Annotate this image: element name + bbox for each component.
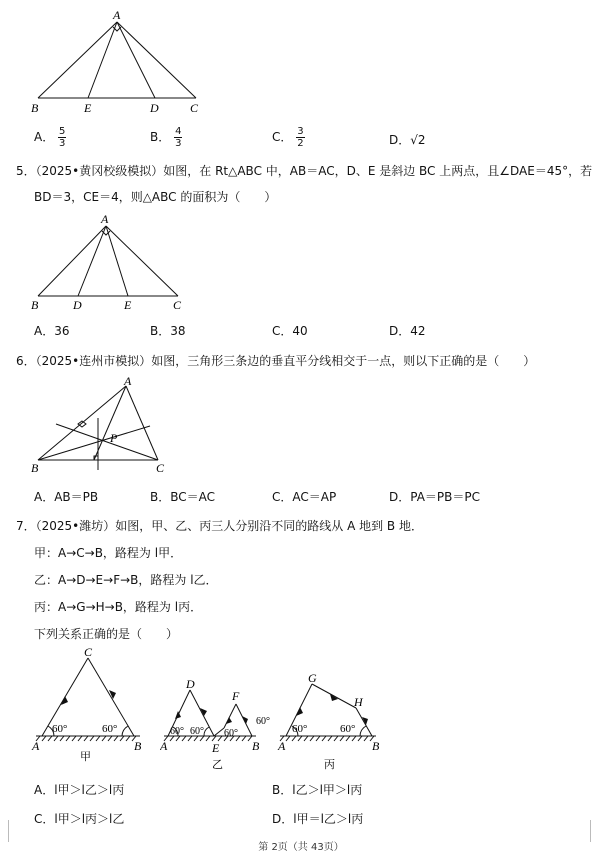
- label-C: C: [173, 298, 182, 312]
- q7-option-b: B．l乙＞l甲＞l丙: [272, 783, 363, 797]
- label-E: E: [212, 741, 220, 755]
- q7-question: 下列关系正确的是（ ）: [34, 627, 179, 641]
- q5-option-c: C．40: [272, 324, 308, 338]
- q6-option-a: A．AB＝PB: [34, 490, 99, 504]
- q7-route-bing: 丙：A→G→H→B，路程为 l丙．: [34, 600, 203, 614]
- label-A: A: [278, 739, 286, 753]
- q6-figure: [28, 372, 178, 478]
- angle-label-right: 60°: [102, 723, 118, 735]
- page-footer: 第 2页（共 43页）: [258, 842, 344, 853]
- q5-figure: [28, 212, 198, 316]
- q5-option-a: A．36: [34, 324, 70, 338]
- q6-option-d: D．PA＝PB＝PC: [389, 490, 481, 504]
- q7-stem-line1: 7．（2025•潍坊）如图，甲、乙、丙三人分别沿不同的路线从 A 地到 B 地．: [16, 519, 423, 533]
- label-C: C: [84, 645, 93, 659]
- label-B: B: [31, 101, 39, 115]
- label-B: B: [31, 461, 39, 475]
- q4-option-d: D．√2: [389, 133, 426, 147]
- q7-figure-jia: [28, 644, 148, 762]
- angle-label-left: 60°: [292, 723, 308, 735]
- angle-label-right: 60°: [340, 723, 356, 735]
- q4-option-c: C． $\frac{3}{2}$: [272, 126, 304, 149]
- label-B: B: [372, 739, 380, 753]
- caption: 甲: [80, 751, 91, 762]
- label-D: D: [150, 101, 159, 115]
- angle-label-left: 60°: [52, 723, 68, 735]
- label-D: D: [73, 298, 82, 312]
- angle-label-2: 60°: [190, 726, 204, 737]
- angle-label-4: 60°: [256, 716, 270, 727]
- label-A: A: [101, 212, 109, 226]
- q4-figure: [28, 8, 208, 120]
- caption: 丙: [324, 759, 335, 771]
- q6-stem-line1: 6．（2025•连州市模拟）如图，三角形三条边的垂直平分线相交于一点，则以下正确的是（ ）: [16, 354, 536, 368]
- label-B: B: [31, 298, 39, 312]
- label-B: B: [252, 739, 260, 753]
- q5-option-d: D．42: [389, 324, 426, 338]
- q6-option-c: C．AC＝AP: [272, 490, 337, 504]
- q7-option-a: A．l甲＞l乙＞l丙: [34, 783, 125, 797]
- label-C: C: [190, 101, 199, 115]
- q6-option-b: B．BC＝AC: [150, 490, 216, 504]
- q5-option-b: B．38: [150, 324, 186, 338]
- caption: 乙: [212, 759, 223, 770]
- label-A: A: [32, 739, 40, 753]
- angle-label-3: 60°: [224, 728, 238, 739]
- label-A: A: [160, 739, 168, 753]
- q5-stem-line1: 5．（2025•黄冈校级模拟）如图，在 Rt△ABC 中，AB＝AC，D、E 是斜边 BC 上两点，且∠DAE＝45°，若: [16, 164, 593, 178]
- label-D: D: [186, 677, 195, 691]
- label-E: E: [124, 298, 132, 312]
- angle-label-1: 60°: [170, 726, 184, 737]
- label-B: B: [134, 739, 142, 753]
- q4-option-a: A． $\frac{5}{3}$: [34, 126, 66, 149]
- label-A: A: [124, 374, 132, 388]
- label-P: P: [110, 431, 118, 445]
- q5-stem-line2: BD＝3，CE＝4，则△ABC 的面积为（ ）: [34, 190, 277, 204]
- label-A: A: [113, 8, 121, 22]
- q7-option-c: C．l甲＞l丙＞l乙: [34, 812, 125, 826]
- q4-option-b: B． $\frac{4}{3}$: [150, 126, 182, 149]
- q7-route-yi: 乙：A→D→E→F→B，路程为 l乙．: [34, 573, 218, 587]
- label-F: F: [232, 689, 240, 703]
- q7-figure-bing: [276, 668, 386, 774]
- label-C: C: [156, 461, 165, 475]
- label-G: G: [308, 671, 317, 685]
- q7-figure-yi: [160, 674, 280, 770]
- q7-route-jia: 甲：A→C→B，路程为 l甲．: [34, 546, 183, 560]
- label-E: E: [84, 101, 92, 115]
- label-H: H: [354, 695, 363, 709]
- q7-option-d: D．l甲＝l乙＞l丙: [272, 812, 364, 826]
